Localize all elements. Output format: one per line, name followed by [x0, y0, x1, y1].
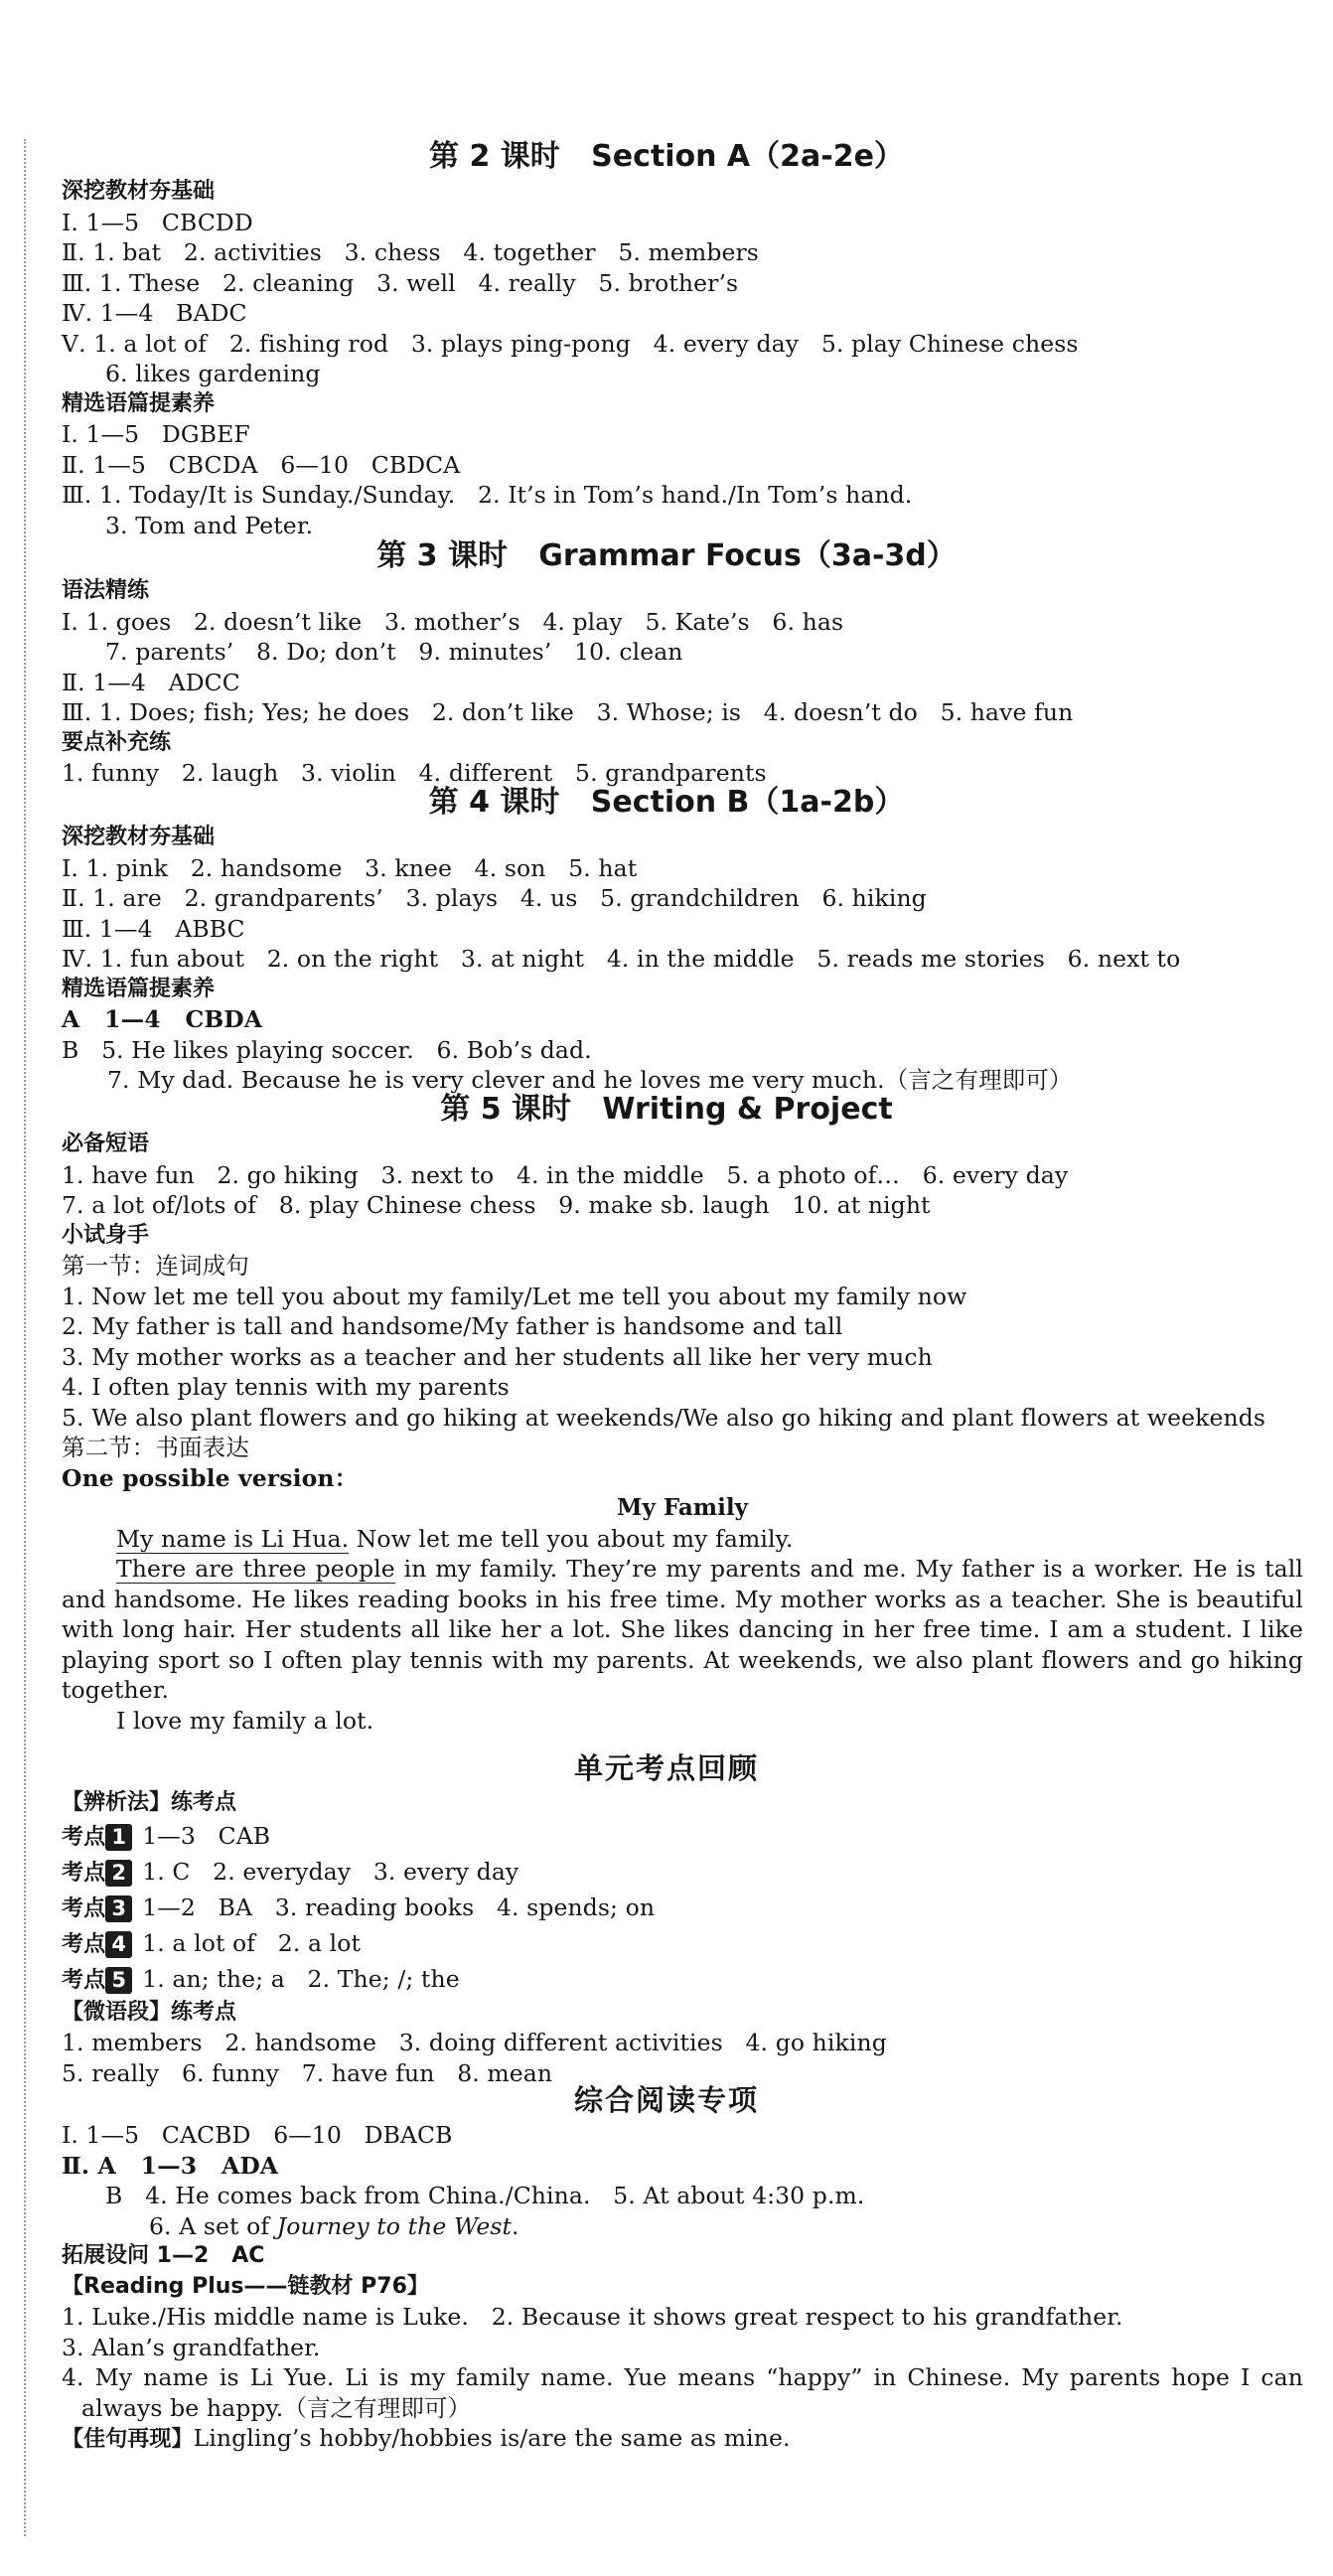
review-section — [62, 1788, 1303, 2088]
kaodian-row: 考点 4 1. a lot of 2. a lot — [62, 1928, 362, 1957]
number-badge: 2 — [105, 1860, 132, 1887]
lesson3-label-grammar: 语法精练 — [62, 578, 150, 603]
lesson3-section — [62, 576, 1303, 789]
answer-line: 5. really 6. funny 7. have fun 8. mean — [62, 2058, 553, 2087]
lesson4-title: 第 4 课时 Section B（1a-2b） — [428, 785, 905, 820]
number-badge: 4 — [105, 1931, 132, 1958]
answer-line: Ⅳ. 1. fun about 2. on the right 3. at night 4. in the middle 5. reads me stories 6. next to — [62, 945, 1181, 973]
lesson5-label-phrases: 必备短语 — [62, 1132, 150, 1156]
essay-title: My Family — [617, 1494, 748, 1521]
lesson2-label-basics: 深挖教材夯基础 — [62, 179, 216, 204]
answer-line: Ⅰ. 1. goes 2. doesn’t like 3. mother’s 4. play 5. Kate’s 6. has — [62, 607, 844, 636]
reading-label-sentence: 【佳句再现】 — [62, 2427, 194, 2452]
answer-line: 1. have fun 2. go hiking 3. next to 4. in the middle 5. a photo of… 6. every day — [62, 1160, 1069, 1189]
answer-line: 1. funny 2. laugh 3. violin 4. different 5. grandparents — [62, 759, 767, 787]
lesson5-title: 第 5 课时 Writing & Project — [440, 1092, 893, 1127]
number-badge: 5 — [105, 1967, 132, 1994]
kaodian-row: 考点 3 1—2 BA 3. reading books 4. spends; on — [62, 1893, 656, 1921]
review-title: 单元考点回顾 — [573, 1751, 759, 1785]
answer-line: Ⅲ. 1. These 2. cleaning 3. well 4. really 5. brother’s — [62, 268, 739, 297]
answer-line: B 4. He comes back from China./China. 5. At about 4:30 p.m. — [105, 2182, 865, 2209]
lesson2-title: 第 2 课时 Section A（2a-2e） — [429, 139, 904, 174]
answer-line: 2. My father is tall and handsome/My father is handsome and tall — [62, 1312, 843, 1340]
review-label-analysis: 【辨析法】练考点 — [62, 1790, 237, 1815]
answer-line: Ⅳ. 1—4 BADC — [62, 299, 247, 327]
underlined-text: There are three people — [116, 1555, 395, 1583]
answer-line: 6. A set of Journey to the West. — [149, 2211, 519, 2240]
kaodian-row: 考点 5 1. an; the; a 2. The; /; the — [62, 1964, 460, 1993]
reading-label-plus: 【Reading Plus——链教材 P76】 — [62, 2273, 429, 2299]
lesson4-label-basics: 深挖教材夯基础 — [62, 825, 216, 849]
answer-line: B 5. He likes playing soccer. 6. Bob’s dad. — [62, 1035, 592, 1064]
lesson5-section — [62, 1130, 1303, 1736]
subsection-title: 第一节：连词成句 — [62, 1252, 249, 1280]
answer-line: Ⅱ. 1—5 CBCDA 6—10 CBDCA — [62, 450, 461, 479]
answer-line: Ⅲ. 1—4 ABBC — [62, 914, 245, 943]
reading-title: 综合阅读专项 — [573, 2083, 759, 2117]
kaodian-row: 考点 1 1—3 CAB — [62, 1821, 271, 1850]
subsection-title: 第二节：书面表达 — [62, 1434, 249, 1461]
answer-line: 7. a lot of/lots of 8. play Chinese chess 9. make sb. laugh 10. at night — [62, 1191, 931, 1219]
answer-line: 4. My name is Li Yue. Li is my family name. Yue means “happy” in Chinese. My parents hope I can always be happy.（言之有理即可） — [62, 2363, 1303, 2422]
answer-line: 4. I often play tennis with my parents — [62, 1373, 510, 1401]
essay-paragraph: I love my family a lot. — [116, 1706, 374, 1735]
answer-line: Ⅰ. 1—5 CACBD 6—10 DBACB — [62, 2121, 453, 2149]
answer-line: 7. parents’ 8. Do; don’t 9. minutes’ 10. clean — [105, 638, 683, 666]
answer-line: 1. Now let me tell you about my family/Let me tell you about my family now — [62, 1282, 967, 1310]
answer-line: Ⅲ. 1. Today/It is Sunday./Sunday. 2. It’s in Tom’s hand./In Tom’s hand. — [62, 481, 913, 509]
answer-line: Ⅰ. 1—5 DGBEF — [62, 420, 250, 448]
answer-line: 1. members 2. handsome 3. doing different activities 4. go hiking — [62, 2029, 887, 2056]
essay-paragraph: My name is Li Hua. Now let me tell you about my family. — [116, 1524, 794, 1553]
answer-line: 7. My dad. Because he is very clever and he loves me very much.（言之有理即可） — [107, 1066, 1073, 1094]
answer-line: A 1—4 CBDA — [62, 1005, 263, 1033]
answer-line: 3. Alan’s grandfather. — [62, 2333, 321, 2361]
lesson4-label-reading: 精选语篇提素养 — [62, 976, 216, 1001]
answer-line: 3. Tom and Peter. — [105, 511, 314, 539]
answer-line: 6. likes gardening — [105, 360, 321, 387]
lesson3-label-points: 要点补充练 — [62, 729, 172, 755]
reading-section — [62, 2120, 1303, 2456]
number-badge: 1 — [105, 1824, 132, 1851]
answer-line: 5. We also plant flowers and go hiking at weekends/We also go hiking and plant flowers at weekends — [62, 1403, 1266, 1432]
answer-line: 【佳句再现】Lingling’s hobby/hobbies is/are the same as mine. — [62, 2424, 791, 2452]
answer-line: Ⅲ. 1. Does; fish; Yes; he does 2. don’t like 3. Whose; is 4. doesn’t do 5. have fun — [62, 698, 1074, 726]
number-badge: 3 — [105, 1895, 132, 1922]
review-label-paragraph: 【微语段】练考点 — [62, 1999, 237, 2025]
answer-line: Ⅰ. 1—5 CBCDD — [62, 208, 253, 236]
answer-line: Ⅱ. A 1—3 ADA — [62, 2151, 279, 2180]
lesson5-label-practice: 小试身手 — [62, 1222, 150, 1248]
answer-line: Ⅰ. 1. pink 2. handsome 3. knee 4. son 5. hat — [62, 853, 638, 882]
answer-line: Ⅱ. 1—4 ADCC — [62, 668, 240, 696]
reading-label-extension: 拓展设问 1—2 AC — [62, 2243, 265, 2268]
underlined-text: My name is Li Hua. — [116, 1524, 350, 1553]
answer-line: 1. Luke./His middle name is Luke. 2. Because it shows great respect to his grandfather. — [62, 2303, 1123, 2331]
lesson2-label-reading: 精选语篇提素养 — [62, 390, 216, 416]
lesson4-section — [62, 823, 1303, 1096]
answer-line: Ⅱ. 1. are 2. grandparents’ 3. plays 4. us 5. grandchildren 6. hiking — [62, 884, 927, 912]
dotted-cut-line — [24, 139, 26, 2536]
answer-line: Ⅱ. 1. bat 2. activities 3. chess 4. together 5. members — [62, 238, 759, 266]
lesson2-section — [62, 177, 1303, 540]
lesson3-title: 第 3 课时 Grammar Focus（3a-3d） — [376, 538, 957, 573]
kaodian-row: 考点 2 1. C 2. everyday 3. every day — [62, 1857, 519, 1886]
answer-line: Ⅴ. 1. a lot of 2. fishing rod 3. plays ping-pong 4. every day 5. play Chinese chess — [62, 329, 1079, 358]
answer-line: 3. My mother works as a teacher and her students all like her very much — [62, 1342, 933, 1371]
version-label: One possible version： — [62, 1463, 359, 1492]
essay-paragraph: There are three people in my family. They’re my parents and me. My father is a worker. He is tall and handsome. He likes reading books in his free time. My mother works as a teacher. She is beautiful with long hair. Her students all like her a lot. She likes dancing in her free time. I am a student. I like playing sport so I often play tennis with my parents. At weekends, we also plant flowers and go hiking together. — [62, 1555, 1304, 1704]
